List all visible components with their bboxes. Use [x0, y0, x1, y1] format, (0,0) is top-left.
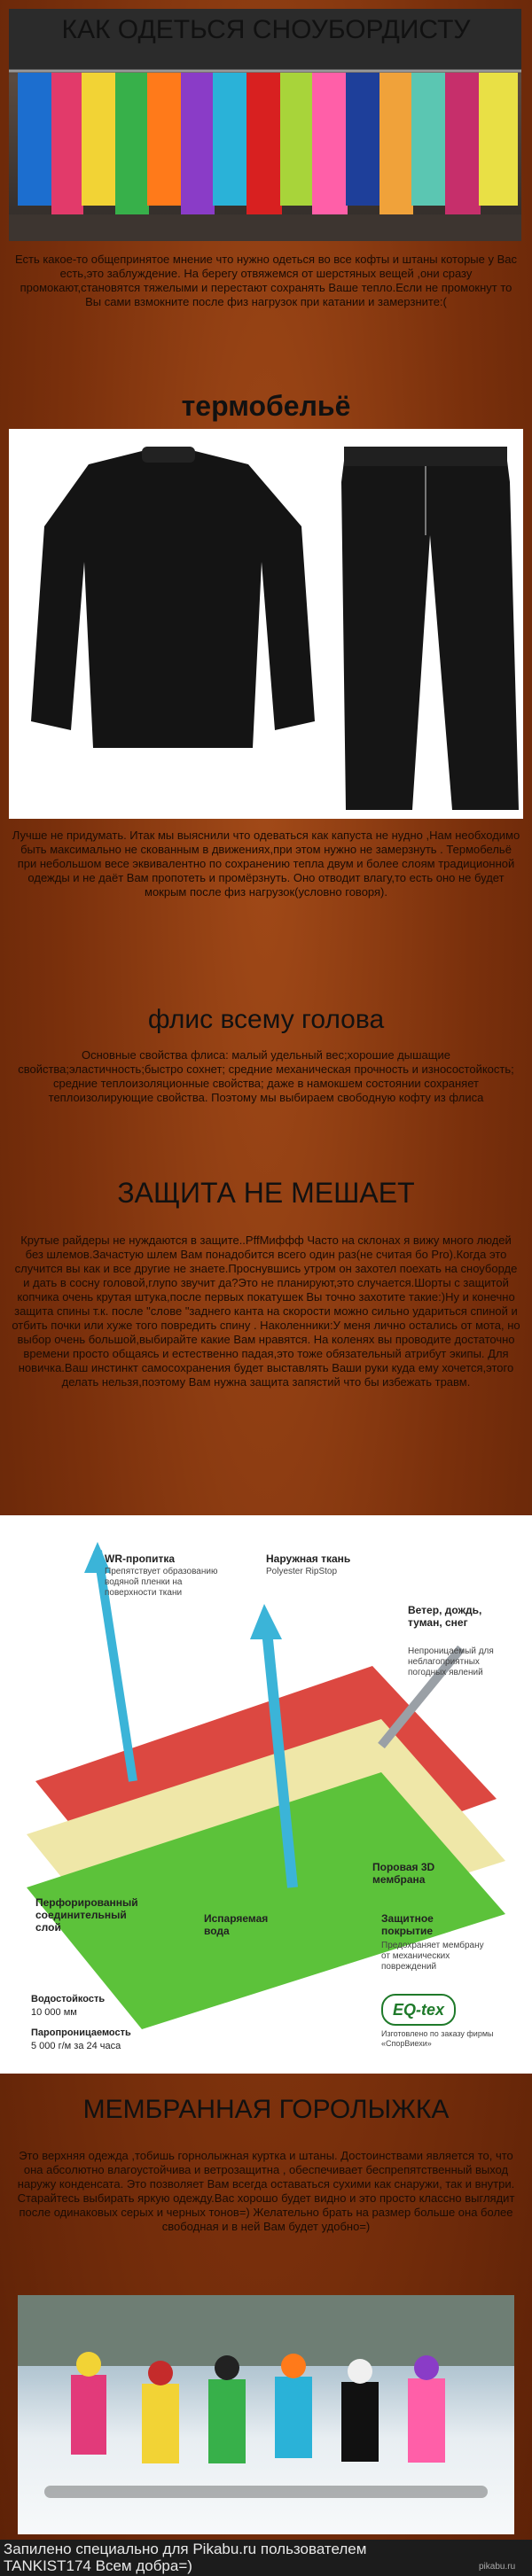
protective-coating-desc: Предохраняет мембрану от механических повреждений	[381, 1941, 484, 1972]
evaporated-water-label: Испаряемая вода	[204, 1912, 269, 1937]
footer-caption-line1: Запилено специально для Pikabu.ru пользователем	[4, 2541, 367, 2557]
pore-membrane-title: Поровая 3D мембрана	[372, 1861, 435, 1886]
weather-title: Ветер, дождь, туман, снег	[408, 1604, 482, 1629]
weather-desc: Непроницаемый для неблагоприятных погодных явлений	[408, 1646, 494, 1677]
watermark: pikabu.ru	[479, 2562, 516, 2572]
membrane-text: Это верхняя одежда ,тобишь горнолыжная куртка и штаны. Достоинствами является то, что она абсолютно влагоустойчива и ветрозащитна , обеспечивает беспрепятственный выход наружу конденсата. Это позволяет Вам всегда оставаться сухими как снаружи, так и внутри. Старайтесь выбирать яркую одежду.Вас хорошо будет видно и это просто классно выглядит после одинаковых серых и черных тонов=) Желательно брать на размер больше она более свободная и в ней Вам будет удобно=)	[17, 2149, 515, 2233]
thermal-text: Лучше не придумать. Итак мы выяснили что одеваться как капуста не нудно ,Нам необходимо быть максимально не скованным в движениях,при этом нужно не замерзнуть . Термобельё при небольшом весе эквивалентно по сохранению тепла двум и более слоям традиционной одежды и не даёт Вам пропотеть и промёрзнуть. Оно отводит влагу,то есть оно не будет мокрым после физ нагрузок(условно говоря).	[12, 829, 520, 899]
intro-text: Есть какое-то общепринятое мнение что нужно одеться во все кофты и штаны которые у Вас есть,это заблуждение. На берегу отвяжемся от шерстяных вещей ,они сразу промокают,становятся тяжелыми и перестают сохранять Ваше тепло.Если не промокнут то Вы сами взмокните после физ нагрузок при катании и замерзните:(	[14, 253, 518, 308]
wr-title: WR-пропитка	[105, 1553, 176, 1565]
title-membrane: МЕМБРАННАЯ ГОРОЛЫЖКА	[82, 2095, 450, 2124]
snowboarders-photo	[18, 2295, 514, 2534]
thermal-underwear-photo	[9, 429, 523, 819]
membrane-diagram	[0, 1515, 532, 2074]
waterproof-value: 10 000 мм	[31, 2007, 77, 2018]
outer-fabric-title: Наружная ткань	[266, 1553, 351, 1565]
membrane-layers-illustration	[0, 1515, 532, 2074]
eqtex-note: Изготовлено по заказу фирмы «СпорВиехи»	[381, 2029, 494, 2048]
fleece-text: Основные свойства флиса: малый удельный вес;хорошие дышащие свойства;эластичность;быстро сохнет; средние механическая прочность и износостойкость; средние теплоизоляционные свойства; даже в намокшем состоянии сохраняет теплоизолирующие свойства. Поэтому мы выбираем свободную кофту из флиса	[18, 1048, 514, 1104]
outer-fabric-desc: Polyester RipStop	[266, 1567, 338, 1576]
thermal-clothing-illustration	[9, 429, 523, 819]
snowboarders-illustration	[18, 2295, 514, 2534]
vapor-label: Паропроницаемость	[31, 2027, 131, 2038]
wr-desc: Препятствует образованию водяной пленки на поверхности ткани	[105, 1567, 218, 1598]
protective-coating-title: Защитное покрытие	[381, 1912, 434, 1937]
title-fleece: флис всему голова	[147, 1005, 385, 1034]
vapor-value: 5 000 г/м за 24 часа	[31, 2041, 121, 2051]
protection-text: Крутые райдеры не нуждаются в защите..PffМиффф Часто на склонах я вижу много людей без шлемов.Зачастую шлем Вам понадобится всего один раз(не считая бо Pro).Когда это случится вы как и все другие не знаете.Проснувшись утром он захотел поехать на сноуборде и дать в сосну головой,глупо звучит да?Это не планируют,это случается.Шорты с защитой копчика очень крутая штука,после первых покатушек Вы точно захотите такие:)Ну и конечно защита спины т.к. после "слове "заднего канта на скорости можно сильно удариться спиной и отбить почки или хуже того повредить спину . Наколенники:У меня лично остались от мота, но выбор очень большой,выбирайте какие Вам нравятся. На коленях вы проводите достаточно времени просто общаясь и естественно падая,это тоже обязательный атрибут экипы. Для новичка.Ваш инстинкт самосохранения будет выставлять Ваши руки куда ему хочется,этого делать нельзя,поэтому Вам нужна защита запястий что бы избежать травм.	[12, 1234, 520, 1389]
title-protection: ЗАЩИТА НЕ МЕШАЕТ	[117, 1177, 415, 1209]
waterproof-label: Водостойкость	[31, 1994, 106, 2004]
eqtex-logo: EQ-tex	[381, 1994, 456, 2026]
title-how-to-dress: КАК ОДЕТЬСЯ СНОУБОРДИСТУ	[61, 15, 471, 44]
title-thermal: термобельё	[181, 390, 351, 422]
perforated-layer-title: Перфорированный соединительный слой	[35, 1896, 138, 1934]
footer-caption-line2: TANKIST174 Всем добра=)	[4, 2557, 192, 2574]
